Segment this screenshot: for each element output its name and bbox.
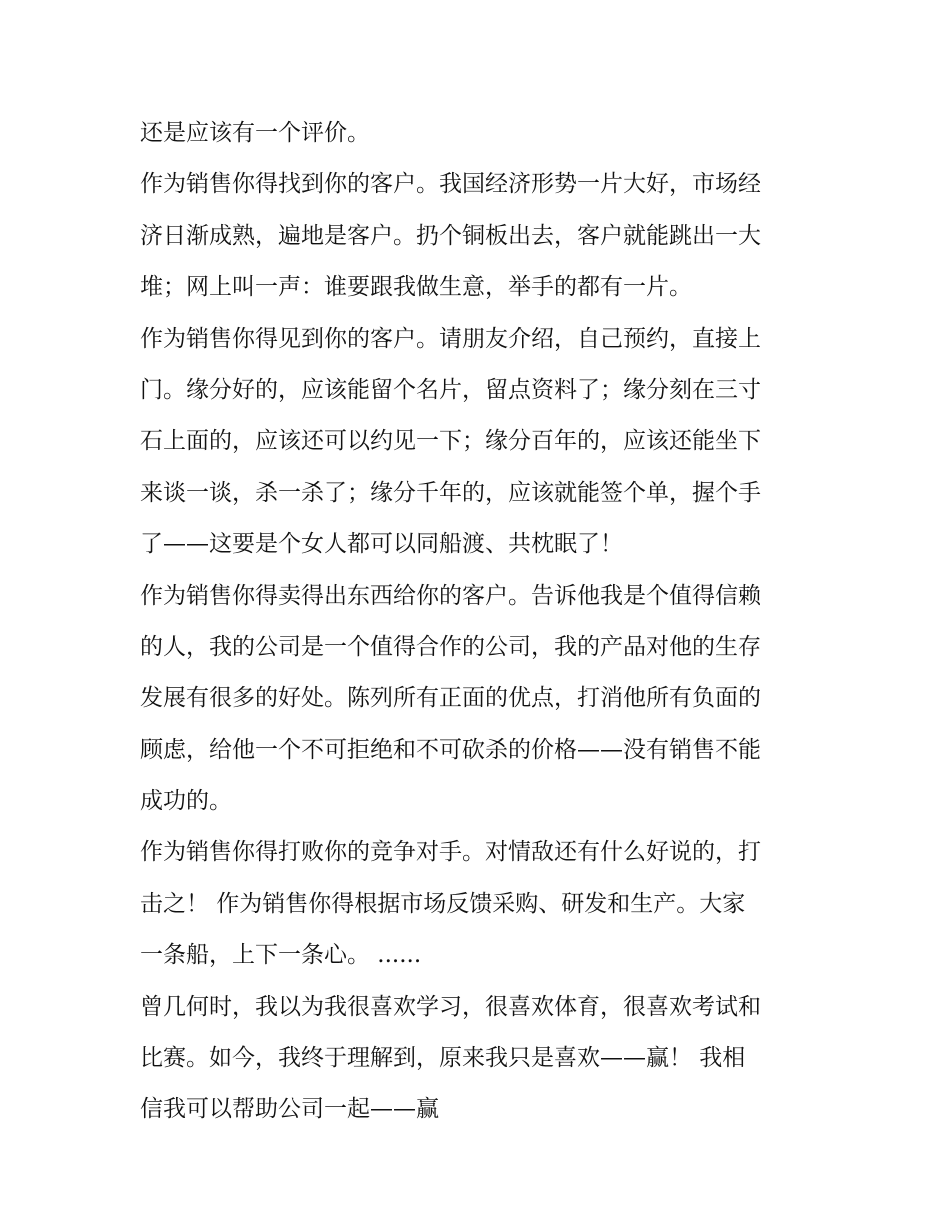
text-line: 门。缘分好的，应该能留个名片，留点资料了；缘分刻在三寸 [140, 376, 761, 403]
text-line: 比赛。如今，我终于理解到，原来我只是喜欢——赢！ 我相 [140, 1045, 746, 1072]
text-line: 曾几何时，我以为我很喜欢学习，很喜欢体育，很喜欢考试和 [140, 993, 761, 1020]
body-text [140, 108, 812, 1136]
text-line: 石上面的，应该还可以约见一下；缘分百年的，应该还能坐下 [140, 428, 761, 455]
text-line: 作为销售你得找到你的客户。我国经济形势一片大好，市场经 [140, 171, 761, 198]
text-line: 来谈一谈，杀一杀了；缘分千年的，应该就能签个单，握个手 [140, 479, 761, 506]
text-line: 击之！ 作为销售你得根据市场反馈采购、研发和生产。大家 [140, 890, 746, 917]
text-line: 的人，我的公司是一个值得合作的公司，我的产品对他的生存 [140, 633, 761, 660]
text-line: 还是应该有一个评价。 [140, 120, 370, 146]
text-line: 顾虑，给他一个不可拒绝和不可砍杀的价格——没有销售不能 [140, 736, 761, 763]
text-line: 了——这要是个女人都可以同船渡、共枕眠了！ [140, 531, 623, 558]
text-line: 济日渐成熟，遍地是客户。扔个铜板出去，客户就能跳出一大 [140, 222, 761, 249]
text-line: 发展有很多的好处。陈列所有正面的优点，打消他所有负面的 [140, 685, 761, 712]
text-line: 信我可以帮助公司一起——赢 [140, 1096, 439, 1123]
text-line: 一条船，上下一条心。 ...... [140, 942, 422, 969]
text-line: 作为销售你得卖得出东西给你的客户。告诉他我是个值得信赖 [140, 582, 761, 609]
text-line: 作为销售你得打败你的竞争对手。对情敌还有什么好说的，打 [140, 839, 761, 866]
text-line: 成功的。 [140, 788, 232, 815]
text-line: 堆；网上叫一声：谁要跟我做生意，举手的都有一片。 [140, 274, 692, 301]
text-line: 作为销售你得见到你的客户。请朋友介绍，自己预约，直接上 [140, 325, 761, 352]
